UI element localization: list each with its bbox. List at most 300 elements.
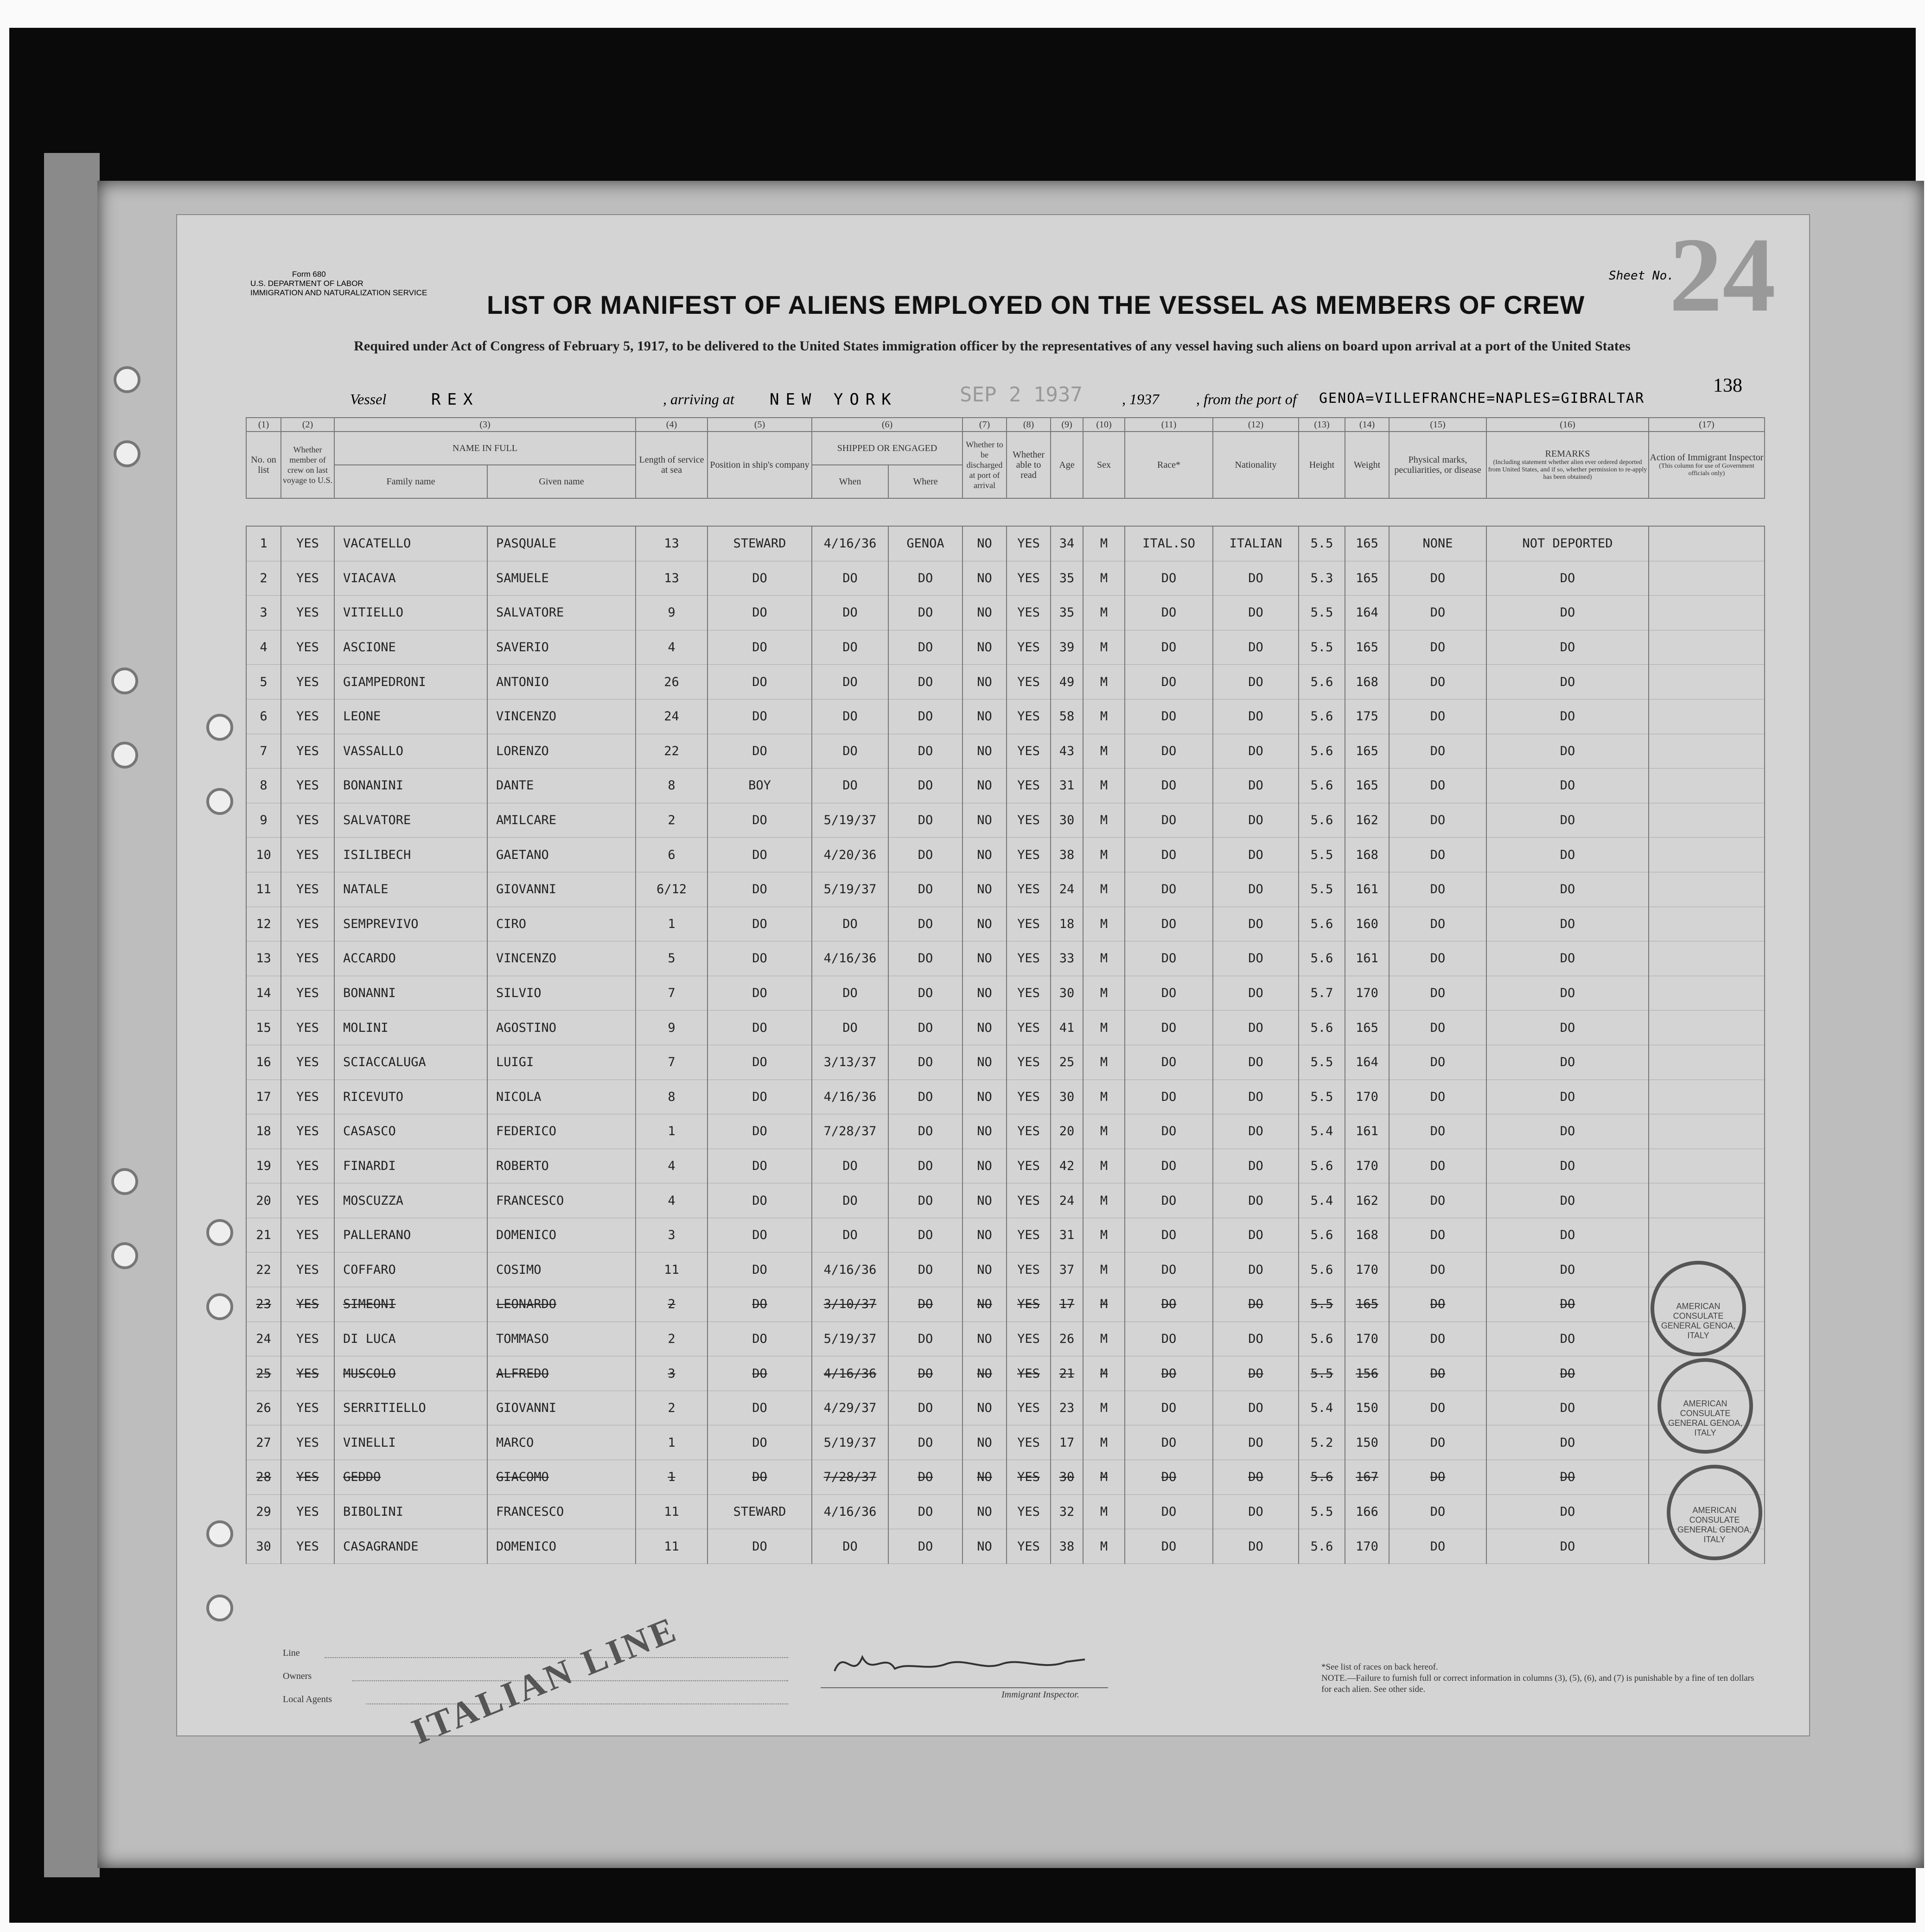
sex: M: [1083, 872, 1125, 907]
inspector-action: [1649, 630, 1765, 665]
sex: M: [1083, 1252, 1125, 1287]
height: 5.5: [1299, 1356, 1345, 1391]
height: 5.6: [1299, 699, 1345, 734]
table-row: [246, 526, 1765, 561]
race: DO: [1125, 1183, 1213, 1218]
can-read: YES: [1007, 630, 1051, 665]
family-name: SEMPREVIVO: [334, 907, 487, 941]
service-length: 2: [636, 1322, 708, 1356]
row-number: 12: [246, 907, 281, 941]
arriving-label: , arriving at: [663, 391, 734, 407]
service-length: 2: [636, 803, 708, 838]
table-row: [246, 665, 1765, 699]
header-no: No. on list: [246, 432, 281, 498]
row-number: 6: [246, 699, 281, 734]
nationality: DO: [1213, 769, 1299, 803]
family-name: VINELLI: [334, 1425, 487, 1460]
age: 17: [1051, 1425, 1083, 1460]
shipped-where: DO: [888, 1425, 962, 1460]
header-member: Whether member of crew on last voyage to U.S.: [281, 432, 334, 498]
height: 5.5: [1299, 1494, 1345, 1529]
position: DO: [708, 976, 812, 1010]
remarks: DO: [1486, 699, 1649, 734]
family-name: SALVATORE: [334, 803, 487, 838]
remarks: DO: [1486, 1494, 1649, 1529]
crew-member-flag: YES: [281, 1218, 334, 1252]
physical-marks: DO: [1389, 1322, 1486, 1356]
binder-hole: [114, 440, 140, 467]
weight: 165: [1345, 1287, 1389, 1322]
remarks: DO: [1486, 734, 1649, 769]
service-length: 1: [636, 1425, 708, 1460]
age: 24: [1051, 872, 1083, 907]
age: 37: [1051, 1252, 1083, 1287]
shipped-where: DO: [888, 1460, 962, 1495]
discharged: NO: [962, 1322, 1007, 1356]
header-length: Length of service at sea: [636, 432, 708, 498]
service-length: 4: [636, 1149, 708, 1183]
physical-marks: DO: [1389, 1045, 1486, 1080]
family-name: CASAGRANDE: [334, 1529, 487, 1564]
shipped-where: DO: [888, 1391, 962, 1425]
crew-member-flag: YES: [281, 1287, 334, 1322]
age: 43: [1051, 734, 1083, 769]
consulate-seal: [1657, 1358, 1753, 1454]
inspector-action: [1649, 1183, 1765, 1218]
age: 39: [1051, 630, 1083, 665]
header-read: Whether able to read: [1007, 432, 1051, 498]
position: STEWARD: [708, 1494, 812, 1529]
service-length: 1: [636, 1460, 708, 1495]
age: 31: [1051, 1218, 1083, 1252]
age: 58: [1051, 699, 1083, 734]
inspector-label: Immigrant Inspector.: [1001, 1690, 1079, 1700]
family-name: VIACAVA: [334, 561, 487, 596]
arrival-port: NEW YORK: [770, 390, 898, 409]
discharged: NO: [962, 1356, 1007, 1391]
weight: 165: [1345, 630, 1389, 665]
arrival-date-stamp: SEP 2 1937: [960, 383, 1083, 407]
discharged: NO: [962, 630, 1007, 665]
family-name: GIAMPEDRONI: [334, 665, 487, 699]
height: 5.6: [1299, 769, 1345, 803]
sex: M: [1083, 1114, 1125, 1149]
height: 5.6: [1299, 1460, 1345, 1495]
inspector-action: [1649, 734, 1765, 769]
can-read: YES: [1007, 665, 1051, 699]
shipped-where: DO: [888, 803, 962, 838]
remarks: DO: [1486, 630, 1649, 665]
shipped-where: DO: [888, 976, 962, 1010]
can-read: YES: [1007, 561, 1051, 596]
row-number: 26: [246, 1391, 281, 1425]
physical-marks: DO: [1389, 1252, 1486, 1287]
shipped-when: 5/19/37: [812, 1322, 888, 1356]
can-read: YES: [1007, 1080, 1051, 1114]
col-index: (6): [812, 418, 962, 432]
sex: M: [1083, 526, 1125, 561]
table-row: [246, 907, 1765, 941]
family-name: DI LUCA: [334, 1322, 487, 1356]
discharged: NO: [962, 1010, 1007, 1045]
crew-member-flag: YES: [281, 1045, 334, 1080]
col-index: (4): [636, 418, 708, 432]
shipped-where: DO: [888, 1218, 962, 1252]
race: DO: [1125, 734, 1213, 769]
service-length: 4: [636, 1183, 708, 1218]
remarks: DO: [1486, 907, 1649, 941]
row-number: 19: [246, 1149, 281, 1183]
given-name: TOMMASO: [487, 1322, 636, 1356]
can-read: YES: [1007, 1252, 1051, 1287]
age: 33: [1051, 941, 1083, 976]
shipped-where: DO: [888, 665, 962, 699]
header-discharged: Whether to be discharged at port of arrival: [962, 432, 1007, 498]
crew-manifest-table: [246, 417, 1765, 1564]
shipped-where: DO: [888, 1149, 962, 1183]
given-name: ALFREDO: [487, 1356, 636, 1391]
sex: M: [1083, 1460, 1125, 1495]
crew-member-flag: YES: [281, 1425, 334, 1460]
height: 5.7: [1299, 976, 1345, 1010]
table-row: [246, 1218, 1765, 1252]
age: 42: [1051, 1149, 1083, 1183]
family-name: SIMEONI: [334, 1287, 487, 1322]
given-name: FEDERICO: [487, 1114, 636, 1149]
row-number: 18: [246, 1114, 281, 1149]
age: 17: [1051, 1287, 1083, 1322]
crew-member-flag: YES: [281, 1460, 334, 1495]
sheet-number: 24: [1669, 216, 1776, 334]
remarks-subtitle: (Including statement whether alien ever ordered deported from United States, and if so, whether permission to re-apply has been obtained): [1488, 459, 1647, 481]
table-row: [246, 1287, 1765, 1322]
discharged: NO: [962, 665, 1007, 699]
remarks: DO: [1486, 1322, 1649, 1356]
row-number: 10: [246, 838, 281, 872]
position: DO: [708, 561, 812, 596]
physical-marks: DO: [1389, 734, 1486, 769]
service-length: 3: [636, 1218, 708, 1252]
inspector-action: [1649, 907, 1765, 941]
weight: 150: [1345, 1391, 1389, 1425]
shipped-when: 5/19/37: [812, 803, 888, 838]
race: DO: [1125, 1391, 1213, 1425]
nationality: DO: [1213, 561, 1299, 596]
row-number: 3: [246, 596, 281, 630]
from-label: , from the port of: [1196, 391, 1297, 407]
physical-marks: DO: [1389, 1425, 1486, 1460]
weight: 161: [1345, 1114, 1389, 1149]
row-number: 21: [246, 1218, 281, 1252]
table-row: [246, 1252, 1765, 1287]
shipped-when: DO: [812, 769, 888, 803]
weight: 168: [1345, 1218, 1389, 1252]
row-number: 22: [246, 1252, 281, 1287]
nationality: DO: [1213, 1322, 1299, 1356]
given-name: LEONARDO: [487, 1287, 636, 1322]
age: 21: [1051, 1356, 1083, 1391]
shipped-where: DO: [888, 1045, 962, 1080]
race: DO: [1125, 769, 1213, 803]
inspector-action: [1649, 769, 1765, 803]
weight: 160: [1345, 907, 1389, 941]
can-read: YES: [1007, 1425, 1051, 1460]
shipped-when: DO: [812, 1529, 888, 1564]
inspector-signature: [825, 1643, 1094, 1685]
header-race: Race*: [1125, 432, 1213, 498]
shipped-where: DO: [888, 561, 962, 596]
physical-marks: DO: [1389, 1287, 1486, 1322]
age: 23: [1051, 1391, 1083, 1425]
race: DO: [1125, 1218, 1213, 1252]
weight: 170: [1345, 976, 1389, 1010]
remarks: DO: [1486, 1287, 1649, 1322]
weight: 165: [1345, 734, 1389, 769]
sex: M: [1083, 1287, 1125, 1322]
service-length: 6/12: [636, 872, 708, 907]
given-name: LUIGI: [487, 1045, 636, 1080]
given-name: ROBERTO: [487, 1149, 636, 1183]
remarks: DO: [1486, 872, 1649, 907]
family-name: LEONE: [334, 699, 487, 734]
row-number: 5: [246, 665, 281, 699]
row-number: 4: [246, 630, 281, 665]
age: 34: [1051, 526, 1083, 561]
sex: M: [1083, 630, 1125, 665]
remarks: DO: [1486, 596, 1649, 630]
age: 20: [1051, 1114, 1083, 1149]
sex: M: [1083, 941, 1125, 976]
service-length: 7: [636, 1045, 708, 1080]
physical-marks: DO: [1389, 941, 1486, 976]
given-name: NICOLA: [487, 1080, 636, 1114]
inspector-action: [1649, 1080, 1765, 1114]
table-row: [246, 1114, 1765, 1149]
physical-marks: DO: [1389, 1529, 1486, 1564]
col-index: (14): [1345, 418, 1389, 432]
inspector-action: [1649, 526, 1765, 561]
sex: M: [1083, 1183, 1125, 1218]
discharged: NO: [962, 1080, 1007, 1114]
crew-member-flag: YES: [281, 561, 334, 596]
family-name: MOSCUZZA: [334, 1183, 487, 1218]
can-read: YES: [1007, 1460, 1051, 1495]
page-subtitle: Required under Act of Congress of February 5, 1917, to be delivered to the United States immigration officer by the representatives of any vessel having such aliens on board upon arrival at a port of the United States: [354, 338, 1631, 354]
can-read: YES: [1007, 526, 1051, 561]
position: DO: [708, 1010, 812, 1045]
physical-marks: DO: [1389, 976, 1486, 1010]
form-header: [250, 270, 427, 298]
row-number: 25: [246, 1356, 281, 1391]
crew-member-flag: YES: [281, 526, 334, 561]
height: 5.6: [1299, 665, 1345, 699]
family-name: CASASCO: [334, 1114, 487, 1149]
position: DO: [708, 1149, 812, 1183]
height: 5.6: [1299, 941, 1345, 976]
table-row: [246, 1529, 1765, 1564]
binder-hole: [206, 1293, 233, 1320]
crew-member-flag: YES: [281, 1010, 334, 1045]
col-index: (7): [962, 418, 1007, 432]
position: STEWARD: [708, 526, 812, 561]
shipped-when: 5/19/37: [812, 872, 888, 907]
race: DO: [1125, 1010, 1213, 1045]
service-length: 2: [636, 1287, 708, 1322]
shipped-when: 7/28/37: [812, 1460, 888, 1495]
height: 5.6: [1299, 907, 1345, 941]
position: DO: [708, 1252, 812, 1287]
nationality: DO: [1213, 1460, 1299, 1495]
family-name: MUSCOLO: [334, 1356, 487, 1391]
physical-marks: DO: [1389, 1218, 1486, 1252]
row-number: 29: [246, 1494, 281, 1529]
crew-member-flag: YES: [281, 596, 334, 630]
nationality: DO: [1213, 665, 1299, 699]
given-name: CIRO: [487, 907, 636, 941]
inspector-action: [1649, 1149, 1765, 1183]
shipped-when: 3/10/37: [812, 1287, 888, 1322]
inspector-action: [1649, 803, 1765, 838]
service-length: 13: [636, 561, 708, 596]
binder-hole: [206, 1219, 233, 1246]
service-length: 9: [636, 596, 708, 630]
physical-marks: DO: [1389, 630, 1486, 665]
age: 30: [1051, 1460, 1083, 1495]
table-row: [246, 1322, 1765, 1356]
crew-member-flag: YES: [281, 630, 334, 665]
italian-line-stamp: ITALIAN LINE: [406, 1608, 684, 1752]
can-read: YES: [1007, 1322, 1051, 1356]
can-read: YES: [1007, 1149, 1051, 1183]
discharged: NO: [962, 734, 1007, 769]
inspector-action: [1649, 561, 1765, 596]
height: 5.5: [1299, 630, 1345, 665]
race: DO: [1125, 561, 1213, 596]
table-row: [246, 734, 1765, 769]
table-row: [246, 1045, 1765, 1080]
crew-member-flag: YES: [281, 734, 334, 769]
table-row: [246, 1425, 1765, 1460]
shipped-when: 7/28/37: [812, 1114, 888, 1149]
header-height: Height: [1299, 432, 1345, 498]
header-sex: Sex: [1083, 432, 1125, 498]
table-row: [246, 630, 1765, 665]
table-row: [246, 1010, 1765, 1045]
weight: 167: [1345, 1460, 1389, 1495]
family-name: BONANINI: [334, 769, 487, 803]
note-penalty: NOTE.—Failure to furnish full or correct information in columns (3), (5), (6), and (7) is punishable by a fine of ten dollars for each alien. See other side.: [1321, 1673, 1754, 1694]
can-read: YES: [1007, 1218, 1051, 1252]
can-read: YES: [1007, 734, 1051, 769]
row-number: 11: [246, 872, 281, 907]
sex: M: [1083, 1322, 1125, 1356]
departure-ports: GENOA=VILLEFRANCHE=NAPLES=GIBRALTAR: [1319, 390, 1645, 407]
sex: M: [1083, 803, 1125, 838]
given-name: GIOVANNI: [487, 1391, 636, 1425]
sex: M: [1083, 1010, 1125, 1045]
remarks: DO: [1486, 1045, 1649, 1080]
remarks: DO: [1486, 665, 1649, 699]
row-number: 8: [246, 769, 281, 803]
weight: 165: [1345, 526, 1389, 561]
nationality: DO: [1213, 1287, 1299, 1322]
col-index: (17): [1649, 418, 1765, 432]
shipped-where: DO: [888, 1183, 962, 1218]
nationality: DO: [1213, 1252, 1299, 1287]
inspector-action: [1649, 941, 1765, 976]
header-name: NAME IN FULL: [334, 432, 636, 465]
height: 5.6: [1299, 803, 1345, 838]
position: DO: [708, 1080, 812, 1114]
nationality: DO: [1213, 941, 1299, 976]
physical-marks: DO: [1389, 1010, 1486, 1045]
discharged: NO: [962, 1114, 1007, 1149]
spacer-row: [246, 498, 1765, 526]
sex: M: [1083, 665, 1125, 699]
shipped-where: DO: [888, 1010, 962, 1045]
given-name: GIOVANNI: [487, 872, 636, 907]
footnotes: [1321, 1662, 1762, 1695]
race: DO: [1125, 665, 1213, 699]
sex: M: [1083, 976, 1125, 1010]
physical-marks: DO: [1389, 1149, 1486, 1183]
nationality: DO: [1213, 1391, 1299, 1425]
shipped-where: DO: [888, 838, 962, 872]
binder-hole: [206, 1595, 233, 1621]
col-index: (11): [1125, 418, 1213, 432]
sex: M: [1083, 699, 1125, 734]
department: U.S. DEPARTMENT OF LABOR: [250, 279, 363, 288]
row-number: 20: [246, 1183, 281, 1218]
row-number: 15: [246, 1010, 281, 1045]
remarks: DO: [1486, 976, 1649, 1010]
sheet-label: Sheet No.: [1609, 269, 1674, 283]
shipped-where: DO: [888, 1494, 962, 1529]
race: DO: [1125, 630, 1213, 665]
crew-member-flag: YES: [281, 1356, 334, 1391]
weight: 164: [1345, 1045, 1389, 1080]
weight: 170: [1345, 1529, 1389, 1564]
row-number: 16: [246, 1045, 281, 1080]
position: DO: [708, 596, 812, 630]
race: DO: [1125, 803, 1213, 838]
sex: M: [1083, 769, 1125, 803]
family-name: SERRITIELLO: [334, 1391, 487, 1425]
inspector-action: [1649, 699, 1765, 734]
height: 5.6: [1299, 1218, 1345, 1252]
discharged: NO: [962, 976, 1007, 1010]
consulate-seal: [1667, 1465, 1762, 1560]
shipped-when: 3/13/37: [812, 1045, 888, 1080]
physical-marks: DO: [1389, 1080, 1486, 1114]
height: 5.3: [1299, 561, 1345, 596]
remarks: DO: [1486, 838, 1649, 872]
weight: 170: [1345, 1252, 1389, 1287]
shipped-where: DO: [888, 1114, 962, 1149]
discharged: NO: [962, 1391, 1007, 1425]
row-number: 14: [246, 976, 281, 1010]
table-row: [246, 1391, 1765, 1425]
service-length: 8: [636, 1080, 708, 1114]
crew-member-flag: YES: [281, 976, 334, 1010]
shipped-when: 5/19/37: [812, 1425, 888, 1460]
can-read: YES: [1007, 699, 1051, 734]
table-row: [246, 1149, 1765, 1183]
given-name: DANTE: [487, 769, 636, 803]
family-name: ACCARDO: [334, 941, 487, 976]
race: DO: [1125, 1149, 1213, 1183]
nationality: DO: [1213, 1114, 1299, 1149]
